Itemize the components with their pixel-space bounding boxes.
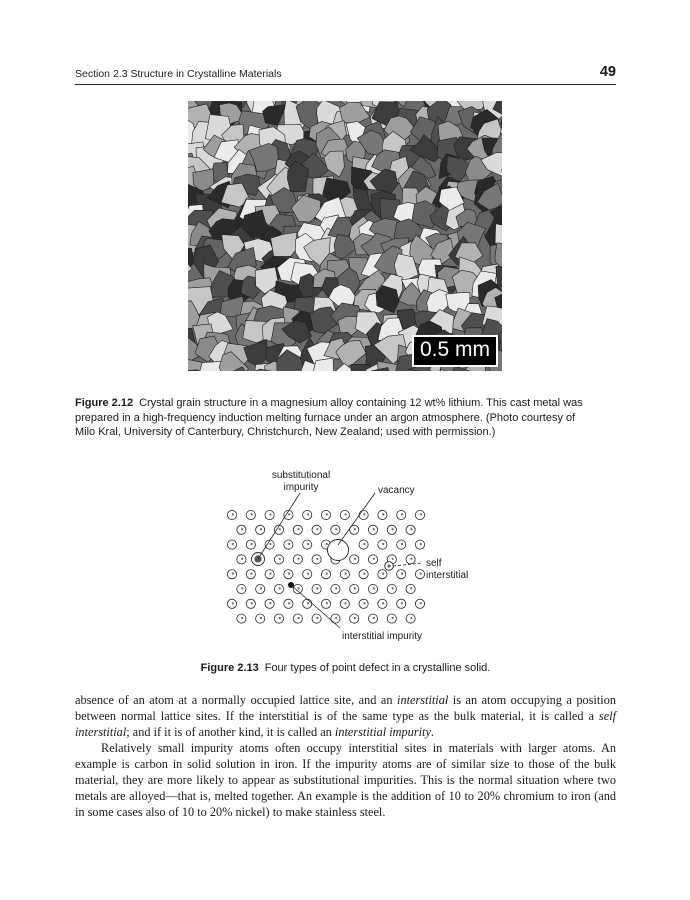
lattice-atom-core: [382, 513, 384, 515]
term-interstitial: interstitial: [397, 693, 449, 707]
lattice-atom-core: [392, 587, 394, 589]
lattice-atom-core: [354, 617, 356, 619]
text-run: absence of an atom at a normally occupied lattice site, and an: [75, 693, 398, 707]
lattice-atom-core: [316, 587, 318, 589]
lattice-atom-core: [382, 573, 384, 575]
lattice-atom-core: [232, 513, 234, 515]
lattice-atom-core: [373, 558, 375, 560]
lattice-atom-core: [307, 573, 309, 575]
lattice-atom-core: [316, 528, 318, 530]
figure-label: Figure 2.12: [75, 397, 134, 409]
lattice-atom-core: [298, 528, 300, 530]
lattice-atom-core: [410, 558, 412, 560]
paragraph: [75, 692, 616, 740]
lattice-atom-core: [251, 543, 253, 545]
lattice-atom-core: [401, 513, 403, 515]
vacancy-label: vacancy: [378, 485, 415, 496]
lattice-atom-core: [401, 543, 403, 545]
term-interstitial-impurity: interstitial impurity: [334, 725, 431, 739]
text-run: ; and if it is of another kind, it is called an: [126, 725, 335, 739]
lattice-atom-core: [363, 513, 365, 515]
self-interstitial-label-line2: interstitial: [426, 570, 469, 581]
lattice-atom-core: [363, 602, 365, 604]
text-run: is an atom occupying a position between normal lattice sites. If the interstitial is of the same type as the bulk material, it is called a: [75, 693, 616, 723]
lattice-atom-core: [401, 573, 403, 575]
lattice-atom-core: [420, 573, 422, 575]
lattice-atom-core: [279, 587, 281, 589]
lattice-atom-core: [316, 558, 318, 560]
micrograph-figure: [188, 101, 502, 371]
lattice-atom-core: [420, 513, 422, 515]
point-defect-diagram: [210, 468, 490, 643]
lattice-atom-core: [307, 543, 309, 545]
lattice-atom-core: [335, 617, 337, 619]
lattice-atom-core: [298, 617, 300, 619]
lattice-atom-core: [241, 617, 243, 619]
lattice-atom-core: [363, 573, 365, 575]
lattice-atom-core: [316, 617, 318, 619]
page-header: [75, 66, 616, 85]
lattice-atom-core: [288, 543, 290, 545]
lattice-atom-core: [354, 528, 356, 530]
lattice-atom-core: [279, 558, 281, 560]
lattice-atom-core: [241, 528, 243, 530]
lattice-atom-core: [288, 513, 290, 515]
lattice-atom-core: [401, 602, 403, 604]
substitutional-label-line1: substitutional: [271, 470, 331, 481]
lattice-atom-core: [241, 587, 243, 589]
lattice-atom-core: [382, 543, 384, 545]
lattice-atom-core: [373, 587, 375, 589]
lattice-atom-core: [373, 528, 375, 530]
lattice-diagram: [210, 468, 490, 643]
lattice-atom-core: [354, 558, 356, 560]
self-interstitial-core: [388, 565, 391, 568]
paragraph: Relatively small impurity atoms often occupy interstitial sites in materials with larger atoms. An example is carbon in solid solution in iron. If the impurity atoms are of similar size to those of the bulk material, they are more likely to appear as substitutional impurities. This is the normal situation where two metals are alloyed—that is, melted together. An example is the addition of 10 to 20% chromium to iron (and in some cases also of 10 to 20% nickel) to make stainless steel.: [75, 741, 616, 819]
lattice-atom-core: [288, 602, 290, 604]
substitutional-label-line2: impurity: [283, 482, 319, 493]
lattice-atom-core: [251, 573, 253, 575]
text-run: .: [430, 725, 434, 739]
lattice-atom-core: [279, 528, 281, 530]
vacancy-site: [328, 540, 349, 561]
lattice-atom-core: [251, 513, 253, 515]
caption-text: Four types of point defect in a crystalline solid.: [264, 662, 491, 674]
lattice-atom-core: [420, 602, 422, 604]
lattice-atom-core: [307, 602, 309, 604]
lattice-atom-core: [392, 617, 394, 619]
lattice-atoms: [227, 510, 424, 623]
lattice-atom-core: [260, 617, 262, 619]
self-interstitial-label-line1: self: [426, 558, 442, 569]
figure-2-13-caption: [75, 661, 616, 676]
term-self-interstitial: self interstitial: [75, 709, 616, 739]
lattice-atom-core: [373, 617, 375, 619]
substitutional-leader: [258, 493, 300, 559]
body-text: [75, 692, 616, 820]
grain: [324, 151, 345, 177]
lattice-atom-core: [335, 528, 337, 530]
lattice-atom-core: [392, 528, 394, 530]
lattice-atom-core: [232, 573, 234, 575]
lattice-atom-core: [260, 528, 262, 530]
lattice-atom-core: [354, 587, 356, 589]
lattice-atom-core: [345, 513, 347, 515]
lattice-atom-core: [251, 602, 253, 604]
lattice-atom-core: [288, 573, 290, 575]
lattice-atom-core: [298, 558, 300, 560]
interstitial-impurity-label: interstitial impurity: [342, 631, 423, 642]
scale-bar: 0.5 mm: [412, 335, 498, 367]
lattice-atom-core: [269, 513, 271, 515]
lattice-atom-core: [410, 617, 412, 619]
lattice-atom-core: [420, 543, 422, 545]
caption-text: Crystal grain structure in a magnesium alloy containing 12 wt% lithium. This cast metal was prepared in a high-frequency induction melting furnace under an argon atmosphere. (Photo courtesy of Milo Kral, University of Canterbury, Christchurch, New Zealand; used with permission.): [75, 397, 583, 438]
lattice-atom-core: [279, 617, 281, 619]
grain-micrograph: [188, 101, 502, 371]
lattice-atom-core: [232, 602, 234, 604]
lattice-atom-core: [307, 513, 309, 515]
lattice-atom-core: [326, 513, 328, 515]
page-number: 49: [599, 64, 616, 80]
lattice-atom-core: [345, 602, 347, 604]
lattice-atom-core: [382, 602, 384, 604]
figure-2-12-caption: [75, 396, 595, 440]
lattice-atom-core: [326, 573, 328, 575]
lattice-atom-core: [345, 573, 347, 575]
lattice-atom-core: [298, 587, 300, 589]
lattice-atom-core: [410, 528, 412, 530]
lattice-atom-core: [392, 558, 394, 560]
figure-label: Figure 2.13: [200, 662, 259, 674]
lattice-atom-core: [241, 558, 243, 560]
lattice-atom-core: [410, 587, 412, 589]
lattice-atom-core: [326, 543, 328, 545]
lattice-atom-core: [326, 602, 328, 604]
lattice-atom-core: [260, 587, 262, 589]
lattice-atom-core: [269, 573, 271, 575]
lattice-atom-core: [269, 602, 271, 604]
running-head: Section 2.3 Structure in Crystalline Materials: [75, 68, 282, 80]
lattice-atom-core: [269, 543, 271, 545]
lattice-atom-core: [232, 543, 234, 545]
lattice-atom-core: [335, 587, 337, 589]
lattice-atom-core: [363, 543, 365, 545]
